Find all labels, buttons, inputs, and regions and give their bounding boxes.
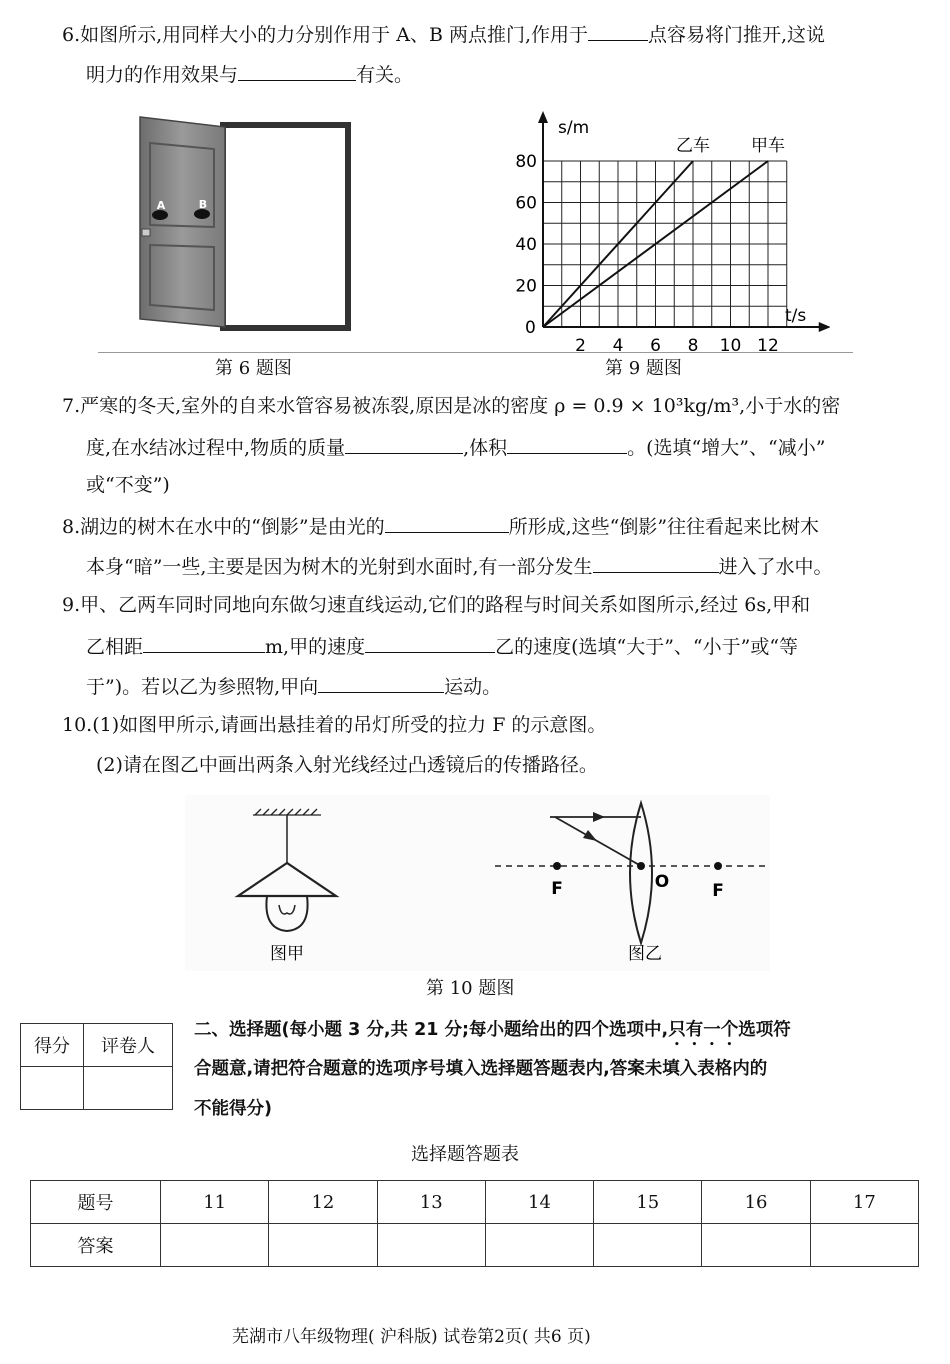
door-knob <box>142 229 150 236</box>
q10-figure <box>185 795 770 973</box>
score-cell[interactable] <box>21 1067 84 1110</box>
label-b: B <box>198 198 208 211</box>
answer-cell[interactable] <box>269 1224 377 1267</box>
table-cell: 15 <box>594 1181 702 1224</box>
y-axis-arrow <box>538 111 548 123</box>
section2-line-2: 合题意,请把符合题意的选项序号填入选择题答题表内,答案未填入表格内的 <box>194 1059 768 1079</box>
origin-label: 0 <box>525 318 536 338</box>
fig6-caption: 第 6 题图 <box>215 358 292 379</box>
figure-divider <box>98 352 853 353</box>
q7-line-2: 度,在水结冰过程中,物质的质量 ,体积 。(选填“增大”、“减小” <box>86 433 825 461</box>
label-a: A <box>156 199 166 212</box>
answer-cell[interactable] <box>810 1224 918 1267</box>
x-tick-label: 2 <box>575 336 586 355</box>
st-graph <box>500 105 830 355</box>
answer-header: 答案 <box>31 1224 161 1267</box>
focus-right-dot <box>714 862 722 870</box>
fig10-caption: 第 10 题图 <box>426 978 515 999</box>
q9-line-2: 乙相距 m,甲的速度 乙的速度(选填“大于”、“小于”或“等 <box>86 632 798 660</box>
score-box <box>20 1023 173 1110</box>
score-header: 得分 <box>21 1024 84 1067</box>
q6-number: 6. <box>62 24 81 46</box>
answer-cell[interactable] <box>594 1224 702 1267</box>
optical-center-dot <box>637 862 645 870</box>
table-cell: 12 <box>269 1181 377 1224</box>
q7-line-1: 7.严寒的冬天,室外的自来水管容易被冻裂,原因是冰的密度 ρ = 0.9 × 10³kg/m³,小于水的密 <box>62 395 841 417</box>
q6-blank-2[interactable] <box>238 60 356 81</box>
table-cell: 11 <box>161 1181 269 1224</box>
q9-blank-3[interactable] <box>318 672 444 693</box>
y-tick-label: 60 <box>515 193 537 214</box>
table-cell: 16 <box>702 1181 810 1224</box>
q9-line-1: 9.甲、乙两车同时同地向东做匀速直线运动,它们的路程与时间关系如图所示,经过 6s,甲和 <box>62 594 811 616</box>
q10-line-1: 10.(1)如图甲所示,请画出悬挂着的吊灯所受的拉力 F 的示意图。 <box>62 714 607 736</box>
q7-line-3: 或“不变”) <box>86 474 170 496</box>
answer-cell[interactable] <box>161 1224 269 1267</box>
y-axis-label: s/m <box>558 118 590 138</box>
q9-line-3: 于”)。若以乙为参照物,甲向 运动。 <box>86 672 501 700</box>
q9-blank-1[interactable] <box>143 632 265 653</box>
series-label-1: 乙车 <box>676 136 710 156</box>
focus-right-label: F <box>712 881 724 901</box>
figure-jia-label: 图甲 <box>270 944 304 964</box>
optical-center-label: O <box>654 872 670 892</box>
answer-table <box>30 1180 919 1267</box>
x-tick-label: 4 <box>612 336 624 355</box>
table-cell: 13 <box>377 1181 485 1224</box>
question-number-header: 题号 <box>31 1181 161 1224</box>
q6-blank-1[interactable] <box>588 20 648 41</box>
table-row <box>31 1181 919 1224</box>
focus-left-label: F <box>551 879 563 899</box>
section2-line-1: 二、选择题(每小题 3 分,共 21 分;每小题给出的四个选项中,只有一个选项符 <box>194 1020 791 1040</box>
y-tick-label: 20 <box>515 276 537 297</box>
answer-cell[interactable] <box>485 1224 593 1267</box>
q8-line-2: 本身“暗”一些,主要是因为树木的光射到水面时,有一部分发生 进入了水中。 <box>86 552 833 580</box>
table-row <box>31 1224 919 1267</box>
door-figure <box>130 105 360 335</box>
table-cell: 17 <box>810 1181 918 1224</box>
q6-line-1: 6.如图所示,用同样大小的力分别作用于 A、B 两点推门,作用于 点容易将门推开,这说 <box>62 20 825 48</box>
x-axis-arrow <box>819 322 830 332</box>
x-tick-label: 12 <box>757 336 779 355</box>
series-label-2: 甲车 <box>751 136 785 156</box>
focus-left-dot <box>553 862 561 870</box>
x-tick-label: 10 <box>719 336 742 355</box>
grader-header: 评卷人 <box>84 1024 173 1067</box>
q6-line-2: 明力的作用效果与 有关。 <box>86 60 413 88</box>
q8-line-1: 8.湖边的树木在水中的“倒影”是由光的 所形成,这些“倒影”往往看起来比树木 <box>62 512 819 540</box>
answer-table-title: 选择题答题表 <box>411 1144 519 1165</box>
door-frame <box>223 125 348 328</box>
x-tick-label: 8 <box>687 336 699 355</box>
grader-cell[interactable] <box>84 1067 173 1110</box>
q8-blank-2[interactable] <box>593 552 719 573</box>
q7-blank-2[interactable] <box>507 433 627 454</box>
x-axis-label: t/s <box>785 306 807 326</box>
q9-blank-2[interactable] <box>365 632 495 653</box>
x-tick-label: 6 <box>650 336 661 355</box>
fig9-caption: 第 9 题图 <box>605 358 682 379</box>
table-cell: 14 <box>485 1181 593 1224</box>
y-tick-label: 40 <box>515 235 537 255</box>
emphasis-only-one: 只有一个 <box>668 1020 739 1040</box>
section2-line-3: 不能得分) <box>194 1099 272 1119</box>
answer-cell[interactable] <box>377 1224 485 1267</box>
q10-line-2: (2)请在图乙中画出两条入射光线经过凸透镜后的传播路径。 <box>96 754 598 776</box>
figure-yi-label: 图乙 <box>628 944 662 964</box>
page-footer: 芜湖市八年级物理( 沪科版) 试卷第2页( 共6 页) <box>232 1327 591 1347</box>
q7-blank-1[interactable] <box>345 433 463 454</box>
answer-cell[interactable] <box>702 1224 810 1267</box>
q8-blank-1[interactable] <box>385 512 509 533</box>
y-tick-label: 80 <box>515 152 537 172</box>
